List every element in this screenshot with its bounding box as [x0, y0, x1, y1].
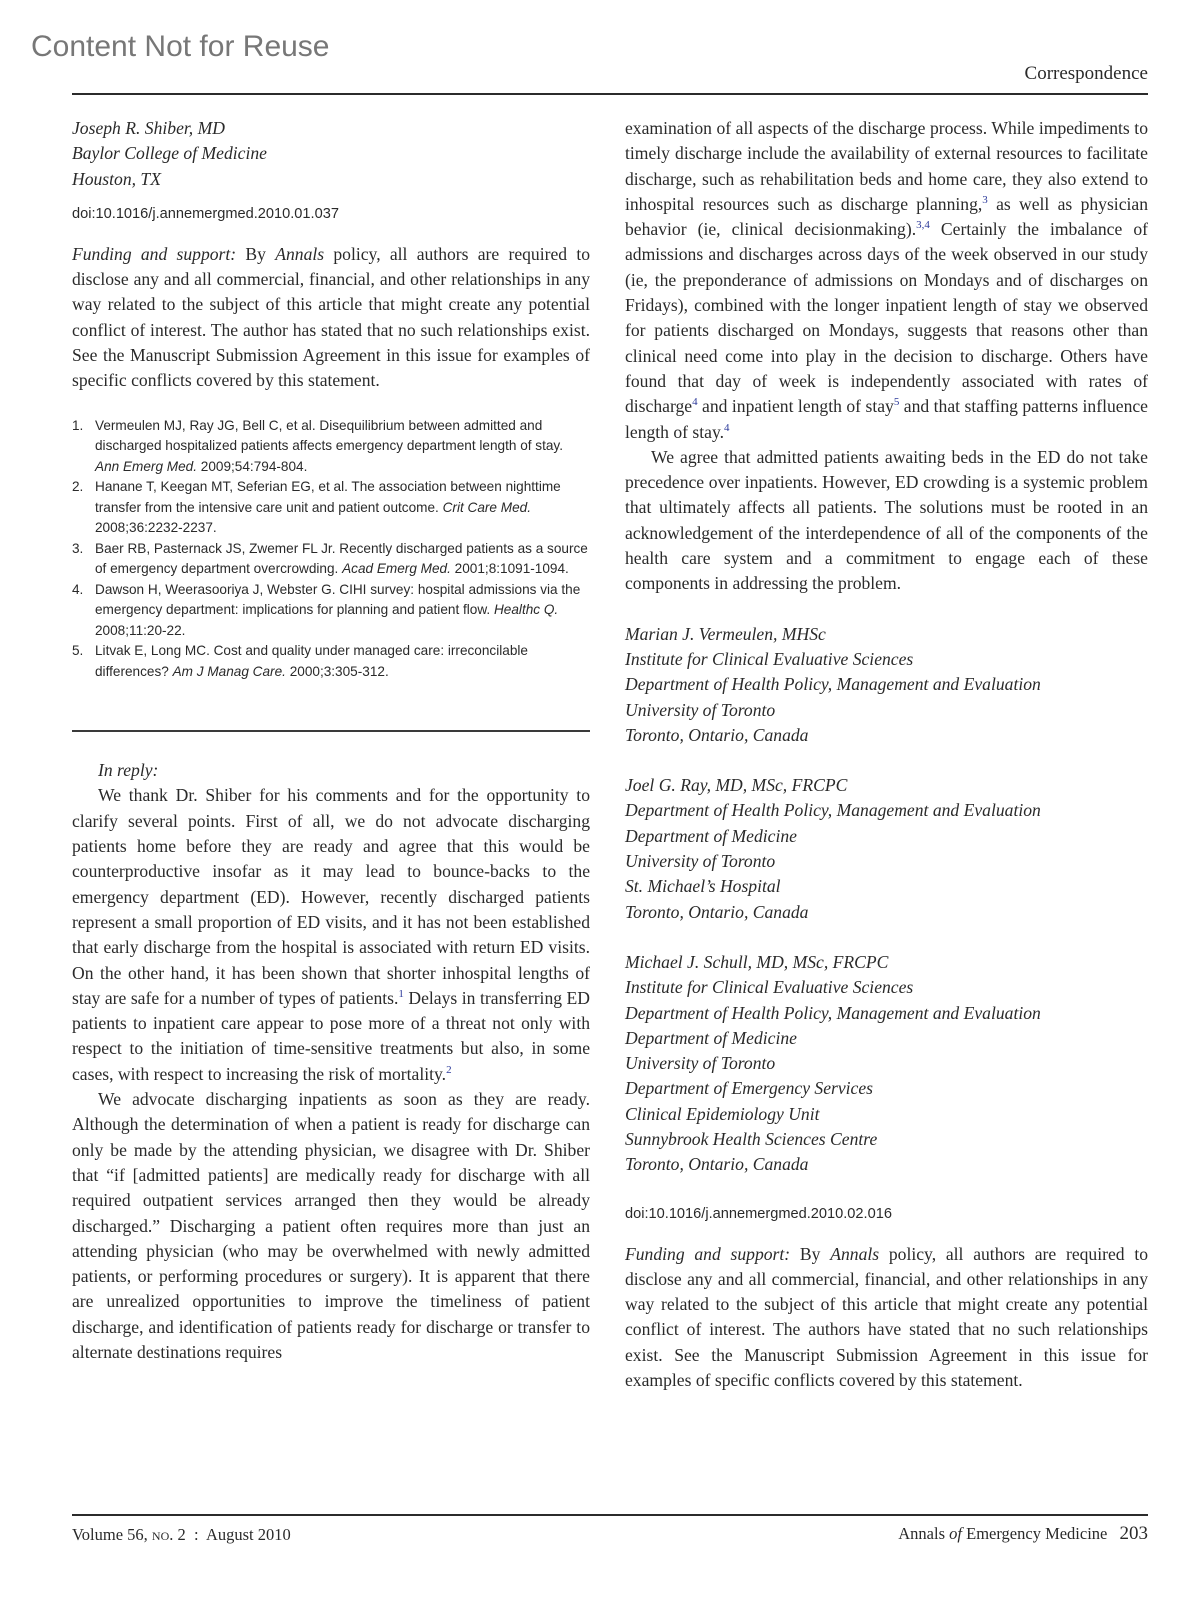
- letter-doi: doi:10.1016/j.annemergmed.2010.01.037: [72, 205, 339, 222]
- citation-link[interactable]: 1: [398, 987, 404, 1000]
- reference-list: [72, 416, 590, 683]
- citation-link[interactable]: 2: [446, 1063, 452, 1076]
- header-rule: [72, 93, 1148, 95]
- author-name: Michael J. Schull, MD, MSc, FRCPC: [625, 951, 889, 972]
- funding-lead: Funding and support:: [72, 243, 237, 264]
- reply-author-block: Joel G. Ray, MD, MSc, FRCPC Department of Health Policy, Management and Evaluation Department of Medicine University of Toronto St. Michael’s Hospital Toronto, Ontario, Canada: [625, 773, 1148, 925]
- journal-name: Annals: [830, 1243, 880, 1264]
- reply-author-block: Marian J. Vermeulen, MHSc Institute for Clinical Evaluative Sciences Department of Health Policy, Management and Evaluation University of Toronto Toronto, Ontario, Canada: [625, 622, 1148, 748]
- running-head-section: Correspondence: [1024, 63, 1148, 84]
- reference-item: 5. Litvak E, Long MC. Cost and quality under managed care: irreconcilable differences? Am J Manag Care. 2000;3:305-312.: [72, 643, 528, 679]
- letter-author-block: [72, 116, 590, 192]
- reference-item: 1. Vermeulen MJ, Ray JG, Bell C, et al. Disequilibrium between admitted and discharged hospitalized patients affects emergency department length of stay. Ann Emerg Med. 2009;54:794-804.: [72, 417, 564, 474]
- footer-journal-page: Annals of Emergency Medicine 203: [898, 1523, 1148, 1544]
- footer-issue-info: Volume 56, no. 2 : August 2010: [72, 1525, 291, 1544]
- reply-paragraph-2-continued: examination of all aspects of the discharge process. While impediments to timely discharge include the availability of external resources to facilitate discharge, such as rehabilitation beds and home care, they also extend to inhospital resources such as discharge planning,$^3$ as well as physician behavior (ie, clinical decisionmaking).$^{3,4}$ Certainly the imbalance of admissions and discharges across days of the week observed in our study (ie, the preponderance of admissions on Mondays and of discharges on Fridays), combined with the longer inpatient length of stay we observed for patients discharged on Mondays, suggests that reasons other than clinical need come into play in the decision to discharge. Others have found that day of week is independently associated with rates of discharge$^4$ and inpatient length of stay$^5$ and that staffing patterns influence length of stay.$^4$: [625, 118, 1148, 442]
- reference-item: 3. Baer RB, Pasternack JS, Zwemer FL Jr. Recently discharged patients as a source of emergency department overcrowding. Acad Emerg Med. 2001;8:1091-1094.: [72, 540, 588, 577]
- citation-link[interactable]: 4: [724, 421, 730, 434]
- citation-link[interactable]: 4: [692, 396, 698, 409]
- letter-funding-statement: Funding and support: By Annals policy, all authors are required to disclose any and all commercial, financial, and other relationships in any way related to the subject of this article that might create any potential conflict of interest. The author has stated that no such relationships exist. See the Manuscript Submission Agreement in this issue for examples of specific conflicts covered by this statement.: [72, 243, 591, 391]
- author-name: Joseph R. Shiber, MD: [72, 118, 225, 138]
- reply-paragraph-3: We agree that admitted patients awaiting beds in the ED do not take precedence over inpatients. However, ED crowding is a systemic problem that ultimately affects all patients. The solutions must be rooted in an acknowledgement of the interdependence of all of the components of the health care system and a commitment to engage each of these components in addressing the problem.: [625, 446, 1148, 594]
- citation-link[interactable]: 3,4: [916, 219, 930, 232]
- reply-label: In reply:: [98, 760, 159, 781]
- author-location: Houston, TX: [72, 168, 161, 189]
- reply-paragraph-2: We advocate discharging inpatients as soon as they are ready. Although the determination of when a patient is ready for discharge can only be made by the attending physician, we disagree with Dr. Shiber that “if [admitted patients] are medically ready for discharge with all required outpatient services arranged then they would be already discharged.” Discharging a patient often requires more than just an attending physician (who may be overwhelmed with newly admitted patients, or performing procedures or surgery). It is apparent that there are unrealized opportunities to improve the timeliness of patient discharge, and identification of patients ready for discharge or transfer to alternate destinations requires: [72, 1089, 590, 1362]
- reference-item: 4. Dawson H, Weerasooriya J, Webster G. CIHI survey: hospital admissions via the emergency department: implications for planning and patient flow. Healthc Q. 2008;11:20-22.: [72, 581, 581, 638]
- reply-paragraph-1: We thank Dr. Shiber for his comments and for the opportunity to clarify several points. First of all, we do not advocate discharging patients home before they are ready and agree that this would be counterproductive insofar as it may lead to bounce-backs to the emergency department (ED). However, recently discharged patients represent a small proportion of ED visits, and it has not been established that early discharge from the hospital is associated with return ED visits. On the other hand, it has been shown that shorter inhospital lengths of stay are safe for a number of types of patients.$^1$ Delays in transferring ED patients to inpatient care appear to pose more of a threat not only with respect to the initiation of time-sensitive treatments but also, in some cases, with respect to increasing the risk of mortality.$^2$: [72, 785, 590, 1084]
- reply-funding-statement: Funding and support: By Annals policy, all authors are required to disclose any and all commercial, financial, and other relationships in any way related to the subject of this article that might create any potential conflict of interest. The authors have stated that no such relationships exist. See the Manuscript Submission Agreement in this issue for examples of specific conflicts covered by this statement.: [625, 1243, 1149, 1391]
- journal-name: Annals: [275, 243, 325, 264]
- citation-link[interactable]: 3: [982, 194, 988, 207]
- page-number: 203: [1119, 1523, 1148, 1544]
- right-column: [625, 116, 1148, 1393]
- author-affiliation: Baylor College of Medicine: [72, 143, 267, 164]
- left-column: [72, 116, 590, 1365]
- author-name: Joel G. Ray, MD, MSc, FRCPC: [625, 775, 848, 796]
- section-divider: [72, 730, 590, 732]
- funding-lead: Funding and support:: [625, 1243, 791, 1264]
- footer-rule: [72, 1514, 1148, 1516]
- reply-doi: doi:10.1016/j.annemergmed.2010.02.016: [625, 1205, 892, 1222]
- watermark: Content Not for Reuse: [31, 30, 330, 63]
- author-name: Marian J. Vermeulen, MHSc: [625, 623, 826, 644]
- reply-author-block: Michael J. Schull, MD, MSc, FRCPC Institute for Clinical Evaluative Sciences Department of Health Policy, Management and Evaluation Department of Medicine University of Toronto Department of Emergency Services Clinical Epidemiology Unit Sunnybrook Health Sciences Centre Toronto, Ontario, Canada: [625, 950, 1148, 1178]
- citation-link[interactable]: 5: [893, 396, 900, 409]
- reference-item: 2. Hanane T, Keegan MT, Seferian EG, et al. The association between nighttime transfer from the intensive care unit and patient outcome. Crit Care Med. 2008;36:2232-2237.: [72, 479, 561, 536]
